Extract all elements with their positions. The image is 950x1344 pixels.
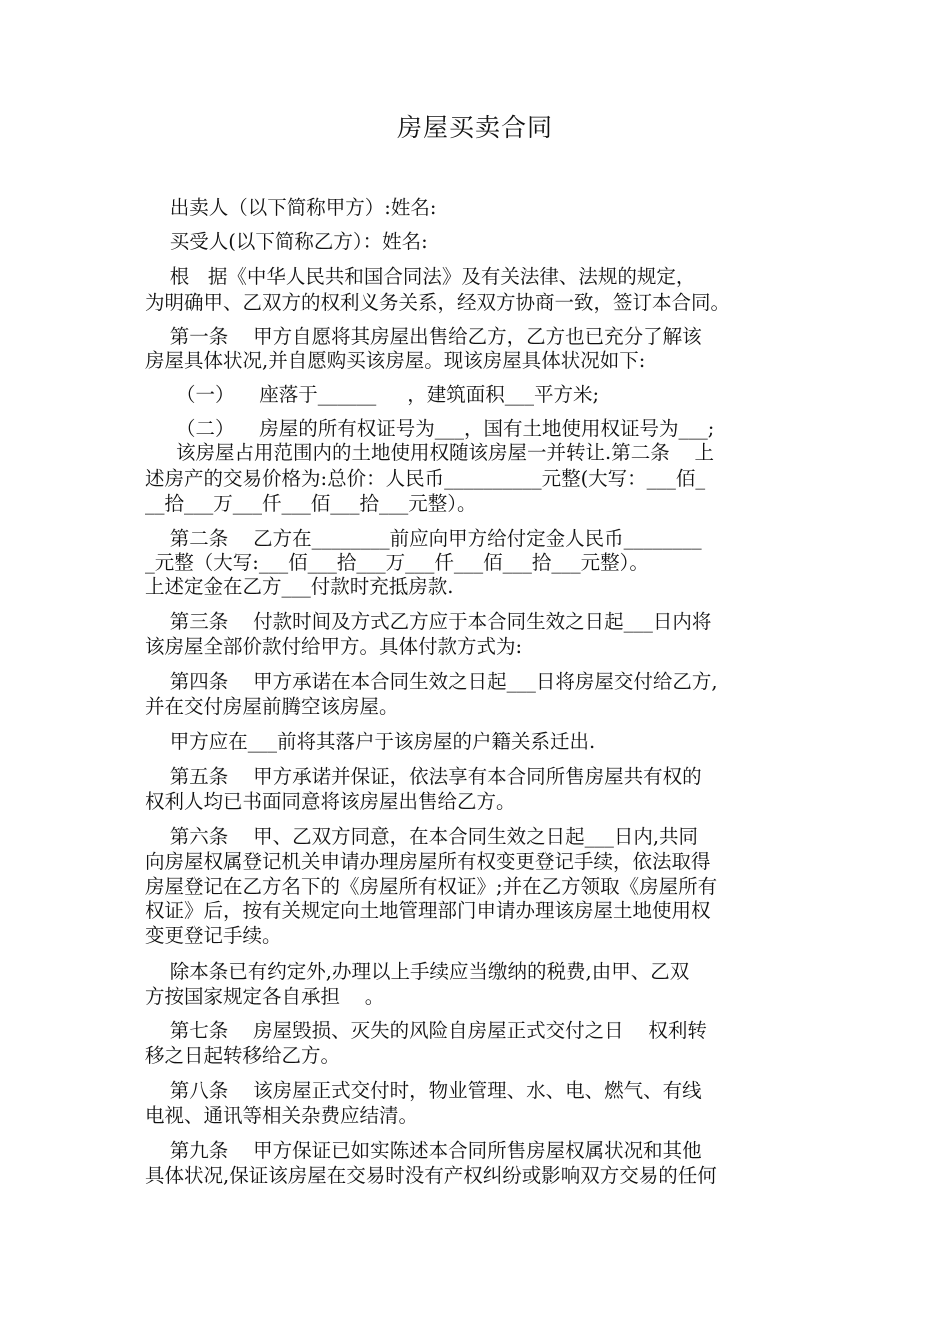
- item-1-line: （一） 座落于______ ，建筑面积___平方米;: [145, 383, 600, 406]
- article-7-line-1: 第七条 房屋毁损、灭失的风险自房屋正式交付之日 权利转: [145, 1019, 707, 1042]
- preamble-line-2: 为明确甲、乙双方的权利义务关系，经双方协商一致，签订本合同。: [145, 291, 731, 314]
- article-8-line-2: 电视、通讯等相关杂费应结清。: [145, 1104, 419, 1127]
- article-9-line-1: 第九条 甲方保证已如实陈述本合同所售房屋权属状况和其他: [145, 1139, 702, 1162]
- article-5-line-1: 第五条 甲方承诺并保证，依法享有本合同所售房屋共有权的: [145, 765, 702, 788]
- article-2-line-3: 上述定金在乙方___付款时充抵房款.: [145, 575, 454, 598]
- article-5-line-2: 权利人均已书面同意将该房屋出售给乙方。: [145, 790, 516, 813]
- article-4-line-3: 甲方应在___前将其落户于该房屋的户籍关系迁出.: [145, 730, 596, 753]
- article-6-line-4: 权证》后，按有关规定向土地管理部门申请办理该房屋土地使用权: [145, 899, 711, 922]
- article-9-line-2: 具体状况,保证该房屋在交易时没有产权纠纷或影响双方交易的任何: [145, 1164, 717, 1187]
- item-2-line-3: 述房产的交易价格为:总价：人民币__________元整(大写：___佰_: [145, 467, 706, 490]
- article-6-line-7: 方按国家规定各自承担 。: [145, 985, 385, 1008]
- article-1-line-2: 房屋具体状况,并自愿购买该房屋。现该房屋具体状况如下:: [145, 349, 646, 372]
- document-title: 房屋买卖合同: [396, 113, 553, 142]
- buyer-line: 买受人(以下简称乙方）：姓名:: [145, 230, 428, 253]
- article-4-line-2: 并在交付房屋前腾空该房屋。: [145, 695, 399, 718]
- seller-line: 出卖人（以下简称甲方）:姓名:: [145, 196, 437, 219]
- article-6-line-1: 第六条 甲、乙双方同意，在本合同生效之日起___日内,共同: [145, 825, 699, 848]
- article-6-line-2: 向房屋权属登记机关申请办理房屋所有权变更登记手续，依法取得: [145, 850, 711, 873]
- article-3-line-2: 该房屋全部价款付给甲方。具体付款方式为:: [145, 635, 523, 658]
- article-7-line-2: 移之日起转移给乙方。: [145, 1044, 341, 1067]
- article-2-line-2: _元整（大写:___佰___拾___万___仟___佰___拾___元整）。: [145, 551, 649, 574]
- article-4-line-1: 第四条 甲方承诺在本合同生效之日起___日将房屋交付给乙方,: [145, 670, 718, 693]
- item-2-line-4: __拾___万___仟___佰___拾___元整）。: [145, 492, 477, 515]
- item-2-line-2: 该房屋占用范围内的土地使用权随该房屋一并转让.第二条 上: [145, 441, 714, 464]
- item-2-line-1: （二） 房屋的所有权证号为___，国有土地使用权证号为___;: [145, 417, 715, 440]
- article-6-line-3: 房屋登记在乙方名下的《房屋所有权证》;并在乙方领取《房屋所有: [145, 875, 718, 898]
- article-8-line-1: 第八条 该房屋正式交付时，物业管理、水、电、燃气、有线: [145, 1079, 702, 1102]
- article-1-line-1: 第一条 甲方自愿将其房屋出售给乙方，乙方也已充分了解该: [145, 325, 702, 348]
- article-2-line-1: 第二条 乙方在________前应向甲方给付定金人民币________: [145, 527, 702, 550]
- preamble-line-1: 根 据《中华人民共和国合同法》及有关法律、法规的规定，: [145, 265, 696, 288]
- article-6-line-6: 除本条已有约定外,办理以上手续应当缴纳的税费,由甲、乙双: [145, 960, 690, 983]
- article-6-line-5: 变更登记手续。: [145, 924, 282, 947]
- article-3-line-1: 第三条 付款时间及方式乙方应于本合同生效之日起___日内将: [145, 610, 712, 633]
